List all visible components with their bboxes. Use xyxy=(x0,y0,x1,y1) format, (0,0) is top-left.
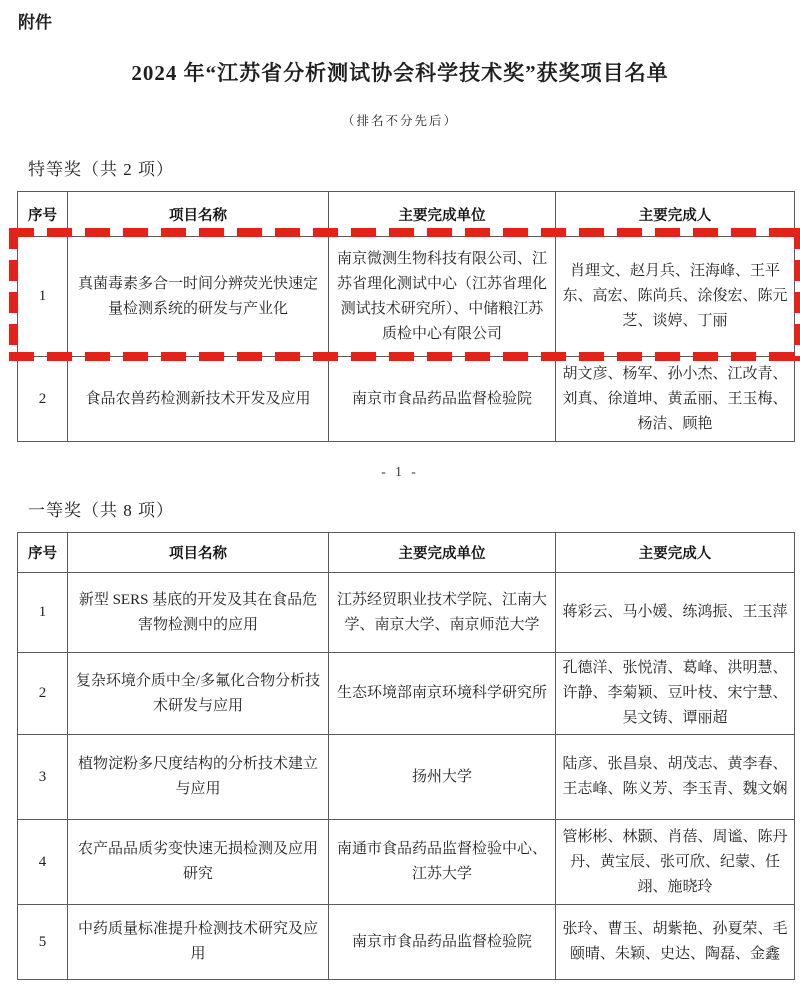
column-header-people: 主要完成人 xyxy=(556,533,795,573)
table-row xyxy=(18,820,795,905)
cell-people: 肖理文、赵月兵、汪海峰、王平东、高宏、陈尚兵、涂俊宏、陈元芝、谈婷、丁丽 xyxy=(556,237,795,357)
cell-serial: 2 xyxy=(18,357,68,442)
table-row xyxy=(18,735,795,820)
cell-serial: 4 xyxy=(18,820,68,905)
table-row xyxy=(18,653,795,735)
cell-serial: 1 xyxy=(18,237,68,357)
column-header-unit: 主要完成单位 xyxy=(329,533,556,573)
cell-project: 农产品品质劣变快速无损检测及应用研究 xyxy=(68,820,329,905)
cell-serial: 2 xyxy=(18,653,68,735)
cell-unit: 江苏经贸职业技术学院、江南大学、南京大学、南京师范大学 xyxy=(329,573,556,653)
cell-serial: 3 xyxy=(18,735,68,820)
cell-project: 新型 SERS 基底的开发及其在食品危害物检测中的应用 xyxy=(68,573,329,653)
column-header-serial: 序号 xyxy=(18,192,68,237)
cell-project: 真菌毒素多合一时间分辨荧光快速定量检测系统的研发与产业化 xyxy=(68,237,329,357)
cell-project: 食品农兽药检测新技术开发及应用 xyxy=(68,357,329,442)
cell-unit: 扬州大学 xyxy=(329,735,556,820)
cell-people: 胡文彦、杨军、孙小杰、江改青、刘真、徐道坤、黄孟丽、王玉梅、杨洁、顾艳 xyxy=(556,357,795,442)
page-title: 2024 年“江苏省分析测试协会科学技术奖”获奖项目名单 xyxy=(131,61,669,85)
column-header-unit: 主要完成单位 xyxy=(329,192,556,237)
column-header-people: 主要完成人 xyxy=(556,192,795,237)
cell-people: 陆彦、张昌泉、胡茂志、黄李春、王志峰、陈义芳、李玉青、魏文娴 xyxy=(556,735,795,820)
cell-serial: 5 xyxy=(18,905,68,980)
cell-people: 孔德洋、张悦清、葛峰、洪明慧、许静、李菊颖、豆叶枝、宋宁慧、吴文铸、谭丽超 xyxy=(556,653,795,735)
special-prize-table-wrap xyxy=(17,191,794,442)
column-header-project: 项目名称 xyxy=(68,533,329,573)
section-heading-special-prize: 特等奖（共 2 项） xyxy=(28,160,174,179)
cell-project: 植物淀粉多尺度结构的分析技术建立与应用 xyxy=(68,735,329,820)
cell-people: 蒋彩云、马小媛、练鸿振、王玉萍 xyxy=(556,573,795,653)
attachment-label: 附件 xyxy=(18,13,52,32)
section-heading-first-prize: 一等奖（共 8 项） xyxy=(28,501,174,520)
first-prize-table xyxy=(17,532,795,980)
cell-unit: 南通市食品药品监督检验中心、江苏大学 xyxy=(329,820,556,905)
special-prize-table xyxy=(17,191,795,442)
column-header-serial: 序号 xyxy=(18,533,68,573)
table-row xyxy=(18,357,795,442)
page-subtitle: （排名不分先后） xyxy=(341,114,458,128)
cell-unit: 南京微测生物科技有限公司、江苏省理化测试中心（江苏省理化测试技术研究所）、中储粮江苏质检中心有限公司 xyxy=(329,237,556,357)
column-header-project: 项目名称 xyxy=(68,192,329,237)
table-row xyxy=(18,237,795,357)
table-row xyxy=(18,905,795,980)
table-header-row xyxy=(18,533,795,573)
cell-people: 张玲、曹玉、胡紫艳、孙夏荣、毛颐晴、朱颖、史达、陶磊、金鑫 xyxy=(556,905,795,980)
page-number: - 1 - xyxy=(381,464,419,479)
cell-people: 管彬彬、林颢、肖蓓、周谧、陈丹丹、黄宝辰、张可欣、纪蒙、任翊、施晓玲 xyxy=(556,820,795,905)
table-row xyxy=(18,573,795,653)
cell-serial: 1 xyxy=(18,573,68,653)
table-header-row xyxy=(18,192,795,237)
cell-unit: 南京市食品药品监督检验院 xyxy=(329,357,556,442)
cell-project: 中药质量标准提升检测技术研究及应用 xyxy=(68,905,329,980)
cell-unit: 生态环境部南京环境科学研究所 xyxy=(329,653,556,735)
cell-unit: 南京市食品药品监督检验院 xyxy=(329,905,556,980)
first-prize-table-wrap xyxy=(17,532,794,980)
cell-project: 复杂环境介质中全/多氟化合物分析技术研发与应用 xyxy=(68,653,329,735)
